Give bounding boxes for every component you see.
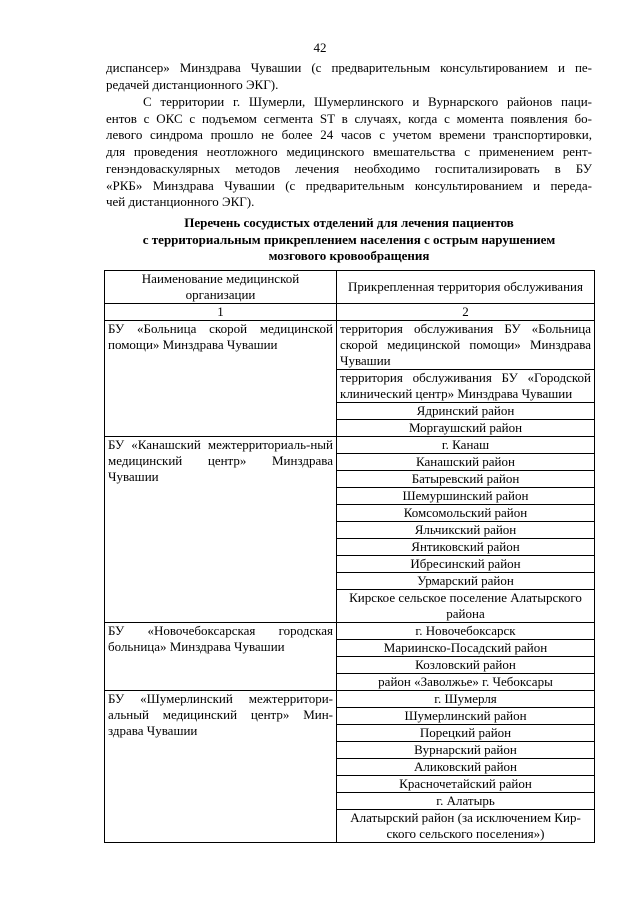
table-number-row [105, 304, 595, 321]
vascular-departments-table [104, 270, 595, 843]
column-number: 1 [105, 304, 337, 321]
table-row [105, 691, 595, 708]
territory-cell: территория обслуживания БУ «Городской клинический центр» Минздрава Чувашии [337, 370, 595, 403]
territory-cell: г. Канаш [337, 437, 595, 454]
territory-cell: район «Заволжье» г. Чебоксары [337, 674, 595, 691]
territory-cell: г. Алатырь [337, 793, 595, 810]
territory-cell: г. Шумерля [337, 691, 595, 708]
territory-cell: Шумерлинский район [337, 708, 595, 725]
table-row [105, 321, 595, 370]
territory-cell: Ибресинский район [337, 556, 595, 573]
territory-cell: Моргаушский район [337, 420, 595, 437]
territory-cell: территория обслуживания БУ «Больница скорой медицинской помощи» Минздрава Чувашии [337, 321, 595, 370]
paragraph-continuation [106, 60, 592, 93]
table-row [105, 623, 595, 640]
table-row [105, 437, 595, 454]
territory-cell: Кирское сельское поселение Алатырского района [337, 590, 595, 623]
territory-cell: Комсомольский район [337, 505, 595, 522]
territory-cell: Ядринский район [337, 403, 595, 420]
header-territory: Прикрепленная территория обслуживания [337, 271, 595, 304]
territory-cell: Аликовский район [337, 759, 595, 776]
territory-cell: Порецкий район [337, 725, 595, 742]
text-line: генэндоваскулярных методов лечения необходимо госпитализировать в БУ [106, 160, 592, 176]
title-line: Перечень сосудистых отделений для лечения пациентов [184, 215, 514, 230]
title-line: мозгового кровообращения [268, 248, 430, 263]
header-organization: Наименование медицинской организации [105, 271, 337, 304]
organization-cell: БУ «Больница скорой медицинской помощи» Минздрава Чувашии [105, 321, 337, 437]
text-line: диспансер» Минздрава Чувашии (с предварительным консультированием и пе- [106, 60, 592, 75]
territory-cell: Мариинско-Посадский район [337, 640, 595, 657]
table-title [106, 215, 592, 265]
territory-cell: Урмарский район [337, 573, 595, 590]
territory-cell: Козловский район [337, 657, 595, 674]
page-number: 42 [313, 40, 327, 55]
organization-cell: БУ «Шумерлинский межтерритори-альный медицинский центр» Мин-здрава Чувашии [105, 691, 337, 843]
text-line: С территории г. Шумерли, Шумерлинского и Вурнарского районов паци- [143, 94, 592, 109]
text-line: редачей дистанционного ЭКГ). [106, 76, 279, 92]
territory-cell: г. Новочебоксарск [337, 623, 595, 640]
territory-cell: Канашский район [337, 454, 595, 471]
territory-cell: Шемуршинский район [337, 488, 595, 505]
territory-cell: Яльчикский район [337, 522, 595, 539]
paragraph-shumerlya [106, 94, 592, 211]
table-header-row [105, 271, 595, 304]
territory-cell: Янтиковский район [337, 539, 595, 556]
territory-cell: Вурнарский район [337, 742, 595, 759]
text-line: ентов с ОКС с подъемом сегмента ST в случаях, когда с момента появления бо- [106, 110, 592, 126]
territory-cell: Красночетайский район [337, 776, 595, 793]
text-line: для проведения неотложного медицинского вмешательства с применением рент- [106, 144, 592, 160]
territory-cell: Батыревский район [337, 471, 595, 488]
organization-cell: БУ «Новочебоксарская городская больница» Минздрава Чувашии [105, 623, 337, 691]
text-line: «РКБ» Минздрава Чувашии (с предварительным консультированием и переда- [106, 177, 592, 193]
organization-cell: БУ «Канашский межтерриториаль-ный медицинский центр» Минздрава Чувашии [105, 437, 337, 623]
text-line: чей дистанционного ЭКГ). [106, 194, 255, 210]
title-line: с территориальным прикреплением населения с острым нарушением [142, 231, 556, 247]
column-number: 2 [337, 304, 595, 321]
territory-cell: Алатырский район (за исключением Кир-ского сельского поселения») [337, 810, 595, 843]
text-line: левого синдрома прошло не более 24 часов с учетом времени транспортировки, [106, 127, 592, 143]
